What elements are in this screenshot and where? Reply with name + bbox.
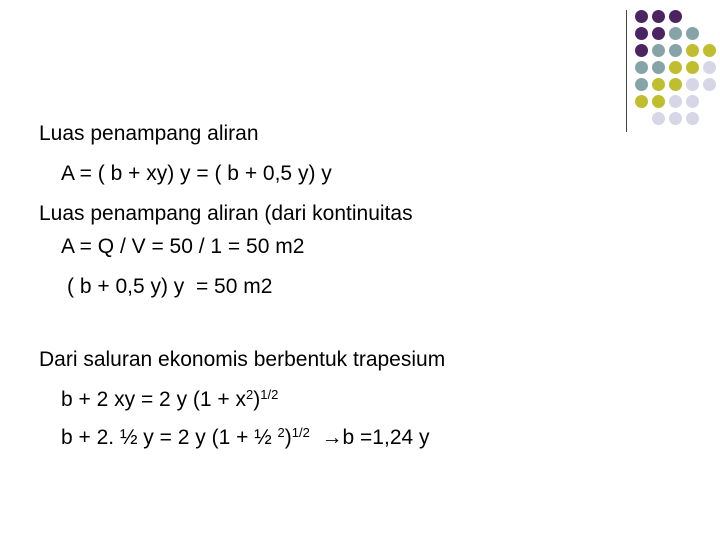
text-line-6: Dari saluran ekonomis berbentuk trapesium <box>39 348 446 371</box>
dot-teal <box>669 44 682 57</box>
dot-olive <box>652 78 665 91</box>
dot-teal <box>652 61 665 74</box>
dot-lilac <box>686 112 699 125</box>
dot-lilac <box>686 78 699 91</box>
dot-purple <box>669 10 682 23</box>
dot-teal <box>652 44 665 57</box>
dot-teal <box>669 27 682 40</box>
dot-olive <box>686 61 699 74</box>
vertical-divider <box>626 10 627 132</box>
text-line-8 <box>61 423 430 453</box>
dot-lilac <box>703 61 716 74</box>
formula-part: ) <box>284 426 292 449</box>
text-line-7 <box>61 385 278 415</box>
text-line-1: Luas penampang aliran <box>39 122 259 145</box>
dot-purple <box>635 27 648 40</box>
dot-lilac <box>703 78 716 91</box>
dot-olive <box>703 44 716 57</box>
superscript: 2 <box>277 425 285 440</box>
dot-olive <box>652 95 665 108</box>
dot-olive <box>686 44 699 57</box>
text-line-4: A = Q / V = 50 / 1 = 50 m2 <box>61 235 305 258</box>
dot-olive <box>635 95 648 108</box>
dot-olive <box>669 78 682 91</box>
superscript: 2 <box>246 387 254 402</box>
text-line-2: A = ( b + xy) y = ( b + 0,5 y) y <box>61 162 332 185</box>
dot-purple <box>635 44 648 57</box>
dot-lilac <box>669 112 682 125</box>
superscript: 1/2 <box>291 425 310 440</box>
text-line-3: Luas penampang aliran (dari kontinuitas <box>39 202 413 225</box>
text-line-5: ( b + 0,5 y) y = 50 m2 <box>67 275 273 298</box>
dot-olive <box>669 61 682 74</box>
dot-purple <box>635 10 648 23</box>
dot-teal <box>635 61 648 74</box>
dot-lilac <box>686 95 699 108</box>
arrow-right-icon: → <box>321 426 343 449</box>
formula-part: b + 2 xy = 2 y (1 + x <box>61 388 247 411</box>
formula-part: b + 2. ½ y = 2 y (1 + ½ <box>61 426 278 449</box>
superscript: 1/2 <box>260 387 279 402</box>
dot-teal <box>686 27 699 40</box>
dot-purple <box>652 27 665 40</box>
formula-part: ) <box>253 388 261 411</box>
dot-lilac <box>652 112 665 125</box>
dot-teal <box>635 78 648 91</box>
dot-purple <box>652 10 665 23</box>
formula-part: b =1,24 y <box>342 426 430 449</box>
dot-lilac <box>669 95 682 108</box>
